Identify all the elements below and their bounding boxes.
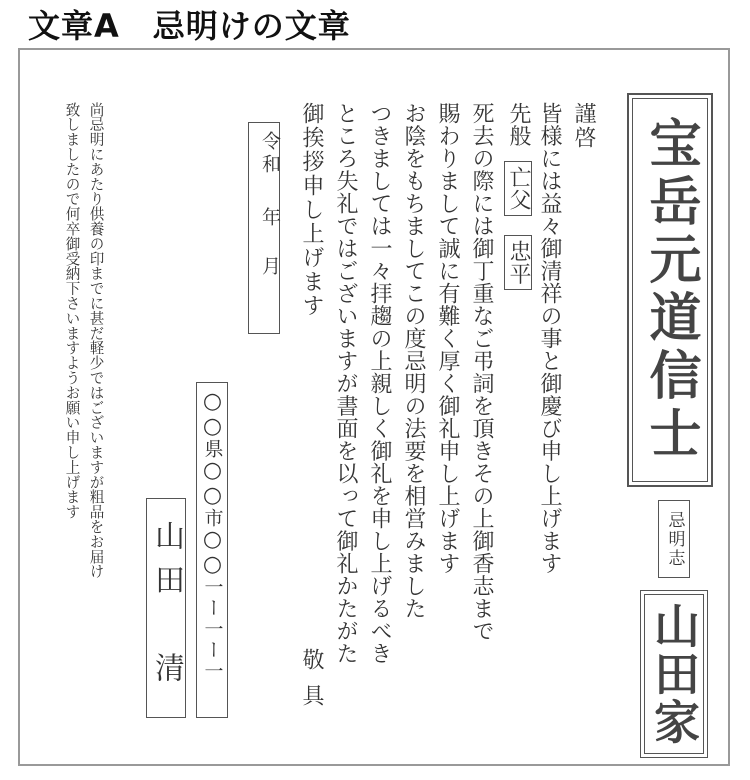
date-box [248,122,280,334]
kaimyo: 宝岳元道信士 [640,116,701,464]
city-blank: ○○ [200,458,225,508]
date-era: 令和 [259,131,281,177]
page-title: 文章A 忌明けの文章 [28,7,351,45]
letter-line-7: ところ失礼ではございますが書面を以って御礼かたがた [333,102,358,665]
salutation: 謹啓 [571,102,596,150]
date-year-label: 年 [259,207,281,226]
prefecture-label: 県 [201,439,224,458]
letter-line-3-post: 御丁重なご弔詞を頂きその上御香志まで [469,237,494,642]
sender-name: 山田 清 [149,520,184,696]
letter-line-1: 皆様には益々御清祥の事と御慶び申し上げます [537,102,562,575]
letter-line-3 [470,102,492,642]
prefecture-blank: ○○ [200,389,225,439]
city-label: 市 [201,508,224,527]
letter-line-5: お陰をもちましてこの度忌明の法要を相営みました [401,102,426,620]
deceased-name-box: 忠平 [504,235,532,290]
closing: 敬具 [299,648,324,720]
block-blank: ○○ [200,527,225,577]
letter-card [18,48,730,766]
letter-line-3-pre: 死去の際には [469,102,494,237]
kaimyo-box [632,98,708,482]
relation-box: 亡父 [504,161,532,216]
letter-line-8: 御挨拶申し上げます [299,102,324,318]
sender-name-box [146,498,186,718]
date-month-label: 月 [259,256,281,275]
postscript-line-1: 尚忌明にあたり供養の印までに甚だ軽少ではございますが粗品をお届け [87,102,105,579]
family-name-box [644,594,704,754]
letter-line-6: つきましては一々拝趨の上親しく御礼を申し上げるべき [367,102,392,665]
address-number: 一ー一ー一 [201,577,224,682]
letter-line-2 [504,102,532,296]
family-name: 山田家 [647,602,701,746]
noshi-label: 忌明志 [658,500,690,578]
postscript-line-2: 致しましたので何卒御受納下さいますようお願い申し上げます [63,102,81,520]
letter-line-4: 賜わりまして誠に有難く厚く御礼申し上げます [435,102,460,575]
address-box [196,382,228,718]
letter-line-2-text: 先般 [506,102,531,147]
